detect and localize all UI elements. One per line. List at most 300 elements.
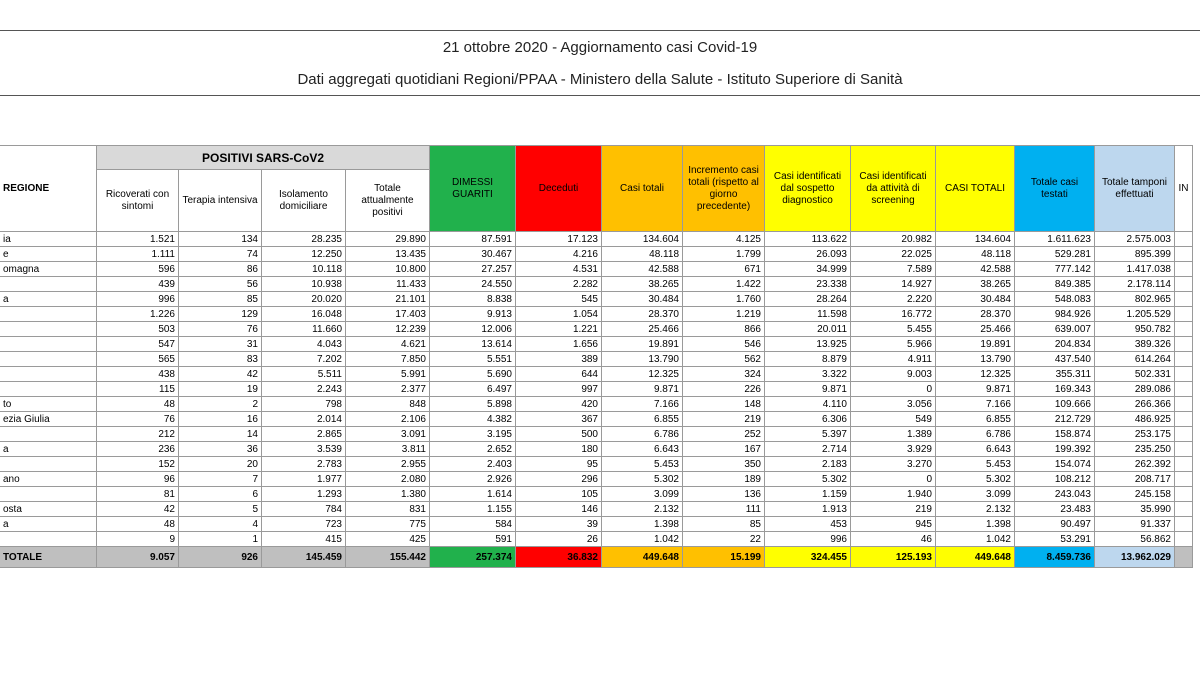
cell: 134.604 bbox=[602, 232, 683, 247]
cell: 12.250 bbox=[262, 247, 346, 262]
cell: 3.091 bbox=[346, 427, 430, 442]
cell: 9.003 bbox=[851, 367, 936, 382]
cell: 219 bbox=[851, 502, 936, 517]
region-name bbox=[0, 322, 97, 337]
cell: 5.551 bbox=[430, 352, 516, 367]
table-row bbox=[0, 292, 1193, 307]
table-row bbox=[0, 307, 1193, 322]
cell-cut bbox=[1175, 397, 1193, 412]
cell: 2.865 bbox=[262, 427, 346, 442]
cell: 7.166 bbox=[602, 397, 683, 412]
header-casi-totali-caps: CASI TOTALI bbox=[936, 146, 1015, 232]
cell: 266.366 bbox=[1095, 397, 1175, 412]
cell: 2 bbox=[179, 397, 262, 412]
cell: 6.786 bbox=[936, 427, 1015, 442]
table-row bbox=[0, 367, 1193, 382]
cell: 76 bbox=[179, 322, 262, 337]
cell: 8.879 bbox=[765, 352, 851, 367]
cell: 1.054 bbox=[516, 307, 602, 322]
cell: 6.643 bbox=[602, 442, 683, 457]
header-screening: Casi identificati da attività di screening bbox=[851, 146, 936, 232]
cell: 3.195 bbox=[430, 427, 516, 442]
total-row bbox=[0, 547, 1193, 568]
cell: 95 bbox=[516, 457, 602, 472]
cell: 90.497 bbox=[1015, 517, 1095, 532]
cell: 48.118 bbox=[602, 247, 683, 262]
cell: 502.331 bbox=[1095, 367, 1175, 382]
cell: 28.264 bbox=[765, 292, 851, 307]
cell: 784 bbox=[262, 502, 346, 517]
region-name: to bbox=[0, 397, 97, 412]
cell: 1.913 bbox=[765, 502, 851, 517]
cell: 584 bbox=[430, 517, 516, 532]
cell: 5.397 bbox=[765, 427, 851, 442]
cell: 28.370 bbox=[936, 307, 1015, 322]
cell: 1.380 bbox=[346, 487, 430, 502]
cell: 10.938 bbox=[262, 277, 346, 292]
cell: 56 bbox=[179, 277, 262, 292]
region-name: ano bbox=[0, 472, 97, 487]
header-dimessi: DIMESSI GUARITI bbox=[430, 146, 516, 232]
cell-cut bbox=[1175, 382, 1193, 397]
cell: 2.652 bbox=[430, 442, 516, 457]
cell: 9 bbox=[97, 532, 179, 547]
cell: 5.690 bbox=[430, 367, 516, 382]
cell: 4.382 bbox=[430, 412, 516, 427]
cell: 9.871 bbox=[936, 382, 1015, 397]
cell: 0 bbox=[851, 382, 936, 397]
header-sospetto: Casi identificati dal sospetto diagnostico bbox=[765, 146, 851, 232]
cell: 17.403 bbox=[346, 307, 430, 322]
cell: 35.990 bbox=[1095, 502, 1175, 517]
total-label: TOTALE bbox=[0, 547, 97, 568]
cell: 439 bbox=[97, 277, 179, 292]
cell: 25.466 bbox=[602, 322, 683, 337]
cell: 158.874 bbox=[1015, 427, 1095, 442]
cell-cut bbox=[1175, 442, 1193, 457]
cell: 3.929 bbox=[851, 442, 936, 457]
cell: 11.433 bbox=[346, 277, 430, 292]
header-positivi-group: POSITIVI SARS-CoV2 bbox=[97, 146, 430, 170]
cell: 13.790 bbox=[602, 352, 683, 367]
table-row bbox=[0, 532, 1193, 547]
cell: 5.898 bbox=[430, 397, 516, 412]
table-row bbox=[0, 457, 1193, 472]
cell: 2.178.114 bbox=[1095, 277, 1175, 292]
cell: 12.325 bbox=[602, 367, 683, 382]
cell: 30.467 bbox=[430, 247, 516, 262]
cell-cut bbox=[1175, 307, 1193, 322]
header-cut: IN bbox=[1175, 146, 1193, 232]
cell: 2.282 bbox=[516, 277, 602, 292]
cell: 257.374 bbox=[430, 547, 516, 568]
table-row bbox=[0, 337, 1193, 352]
cell: 7 bbox=[179, 472, 262, 487]
cell: 6.855 bbox=[602, 412, 683, 427]
region-name bbox=[0, 427, 97, 442]
cell: 22 bbox=[683, 532, 765, 547]
cell: 129 bbox=[179, 307, 262, 322]
cell-cut bbox=[1175, 232, 1193, 247]
cell: 154.074 bbox=[1015, 457, 1095, 472]
cell: 20.011 bbox=[765, 322, 851, 337]
cell: 1 bbox=[179, 532, 262, 547]
cell: 798 bbox=[262, 397, 346, 412]
cell: 6.497 bbox=[430, 382, 516, 397]
cell: 5 bbox=[179, 502, 262, 517]
cell: 48.118 bbox=[936, 247, 1015, 262]
cell: 17.123 bbox=[516, 232, 602, 247]
cell: 3.056 bbox=[851, 397, 936, 412]
cell-cut bbox=[1175, 292, 1193, 307]
region-name bbox=[0, 457, 97, 472]
cell: 0 bbox=[851, 472, 936, 487]
table-body bbox=[0, 232, 1193, 568]
cell: 235.250 bbox=[1095, 442, 1175, 457]
cell: 204.834 bbox=[1015, 337, 1095, 352]
cell: 2.220 bbox=[851, 292, 936, 307]
cell: 6.306 bbox=[765, 412, 851, 427]
cell: 3.099 bbox=[936, 487, 1015, 502]
cell: 111 bbox=[683, 502, 765, 517]
cell: 46 bbox=[851, 532, 936, 547]
cell: 38.265 bbox=[602, 277, 683, 292]
cell: 2.403 bbox=[430, 457, 516, 472]
cell: 108.212 bbox=[1015, 472, 1095, 487]
cell: 115 bbox=[97, 382, 179, 397]
cell: 1.977 bbox=[262, 472, 346, 487]
cell: 1.417.038 bbox=[1095, 262, 1175, 277]
cell: 389 bbox=[516, 352, 602, 367]
header-deceduti: Deceduti bbox=[516, 146, 602, 232]
region-name bbox=[0, 367, 97, 382]
cell: 4.216 bbox=[516, 247, 602, 262]
table-row bbox=[0, 322, 1193, 337]
cell: 1.614 bbox=[430, 487, 516, 502]
cell: 6.643 bbox=[936, 442, 1015, 457]
cell: 548.083 bbox=[1015, 292, 1095, 307]
table-row bbox=[0, 412, 1193, 427]
cell: 10.800 bbox=[346, 262, 430, 277]
cell: 7.166 bbox=[936, 397, 1015, 412]
top-rule bbox=[0, 30, 1200, 31]
cell: 13.925 bbox=[765, 337, 851, 352]
cell: 562 bbox=[683, 352, 765, 367]
cell: 5.302 bbox=[602, 472, 683, 487]
cell: 997 bbox=[516, 382, 602, 397]
cell: 28.235 bbox=[262, 232, 346, 247]
region-name bbox=[0, 337, 97, 352]
cell-cut bbox=[1175, 502, 1193, 517]
cell: 848 bbox=[346, 397, 430, 412]
table-row bbox=[0, 427, 1193, 442]
table-row bbox=[0, 397, 1193, 412]
cell: 3.811 bbox=[346, 442, 430, 457]
cell: 777.142 bbox=[1015, 262, 1095, 277]
cell: 27.257 bbox=[430, 262, 516, 277]
cell: 42 bbox=[179, 367, 262, 382]
cell: 926 bbox=[179, 547, 262, 568]
cell: 236 bbox=[97, 442, 179, 457]
cell: 20 bbox=[179, 457, 262, 472]
region-name: e bbox=[0, 247, 97, 262]
cell: 253.175 bbox=[1095, 427, 1175, 442]
cell: 212.729 bbox=[1015, 412, 1095, 427]
cell: 48 bbox=[97, 517, 179, 532]
cell: 5.302 bbox=[936, 472, 1015, 487]
region-name: a bbox=[0, 517, 97, 532]
header-rule bbox=[0, 95, 1200, 96]
cell-cut bbox=[1175, 352, 1193, 367]
cell: 866 bbox=[683, 322, 765, 337]
cell: 145.459 bbox=[262, 547, 346, 568]
cell: 831 bbox=[346, 502, 430, 517]
cell: 849.385 bbox=[1015, 277, 1095, 292]
cell: 10.118 bbox=[262, 262, 346, 277]
cell: 29.890 bbox=[346, 232, 430, 247]
cell: 85 bbox=[179, 292, 262, 307]
cell: 19.891 bbox=[602, 337, 683, 352]
cell: 11.598 bbox=[765, 307, 851, 322]
cell: 1.293 bbox=[262, 487, 346, 502]
cell: 486.925 bbox=[1095, 412, 1175, 427]
cell: 2.183 bbox=[765, 457, 851, 472]
cell: 136 bbox=[683, 487, 765, 502]
cell: 53.291 bbox=[1015, 532, 1095, 547]
cell: 91.337 bbox=[1095, 517, 1175, 532]
cell: 30.484 bbox=[602, 292, 683, 307]
region-name: omagna bbox=[0, 262, 97, 277]
cell: 199.392 bbox=[1015, 442, 1095, 457]
cell: 23.338 bbox=[765, 277, 851, 292]
cell: 438 bbox=[97, 367, 179, 382]
cell: 6.855 bbox=[936, 412, 1015, 427]
header-isolamento: Isolamento domiciliare bbox=[262, 170, 346, 232]
cell: 984.926 bbox=[1015, 307, 1095, 322]
cell: 7.202 bbox=[262, 352, 346, 367]
region-name bbox=[0, 382, 97, 397]
region-name bbox=[0, 352, 97, 367]
cell: 42 bbox=[97, 502, 179, 517]
cell: 2.243 bbox=[262, 382, 346, 397]
cell-cut bbox=[1175, 412, 1193, 427]
cell: 96 bbox=[97, 472, 179, 487]
cell: 549 bbox=[851, 412, 936, 427]
cell: 546 bbox=[683, 337, 765, 352]
cell: 6.786 bbox=[602, 427, 683, 442]
cell: 503 bbox=[97, 322, 179, 337]
cell: 350 bbox=[683, 457, 765, 472]
cell: 13.614 bbox=[430, 337, 516, 352]
covid-data-table bbox=[0, 145, 1193, 568]
cell: 31 bbox=[179, 337, 262, 352]
cell: 12.239 bbox=[346, 322, 430, 337]
cell: 252 bbox=[683, 427, 765, 442]
cell: 245.158 bbox=[1095, 487, 1175, 502]
cell: 1.760 bbox=[683, 292, 765, 307]
cell: 81 bbox=[97, 487, 179, 502]
cell-cut bbox=[1175, 337, 1193, 352]
cell: 2.132 bbox=[936, 502, 1015, 517]
cell-cut bbox=[1175, 517, 1193, 532]
cell: 2.783 bbox=[262, 457, 346, 472]
cell-cut bbox=[1175, 547, 1193, 568]
table-row bbox=[0, 487, 1193, 502]
cell: 4.110 bbox=[765, 397, 851, 412]
cell: 4.125 bbox=[683, 232, 765, 247]
cell: 42.588 bbox=[602, 262, 683, 277]
cell: 9.871 bbox=[602, 382, 683, 397]
cell: 86 bbox=[179, 262, 262, 277]
cell: 20.982 bbox=[851, 232, 936, 247]
cell: 996 bbox=[97, 292, 179, 307]
cell: 1.656 bbox=[516, 337, 602, 352]
cell: 16 bbox=[179, 412, 262, 427]
cell: 125.193 bbox=[851, 547, 936, 568]
cell: 8.838 bbox=[430, 292, 516, 307]
cell: 74 bbox=[179, 247, 262, 262]
cell: 212 bbox=[97, 427, 179, 442]
cell: 355.311 bbox=[1015, 367, 1095, 382]
cell: 5.455 bbox=[851, 322, 936, 337]
table-row bbox=[0, 277, 1193, 292]
cell: 425 bbox=[346, 532, 430, 547]
cell: 420 bbox=[516, 397, 602, 412]
cell: 596 bbox=[97, 262, 179, 277]
cell: 39 bbox=[516, 517, 602, 532]
region-name: ia bbox=[0, 232, 97, 247]
cell: 20.020 bbox=[262, 292, 346, 307]
cell: 9.871 bbox=[765, 382, 851, 397]
cell: 4 bbox=[179, 517, 262, 532]
cell: 109.666 bbox=[1015, 397, 1095, 412]
cell: 19 bbox=[179, 382, 262, 397]
cell: 22.025 bbox=[851, 247, 936, 262]
cell: 7.589 bbox=[851, 262, 936, 277]
cell: 5.453 bbox=[936, 457, 1015, 472]
cell-cut bbox=[1175, 277, 1193, 292]
cell: 2.955 bbox=[346, 457, 430, 472]
cell: 2.080 bbox=[346, 472, 430, 487]
header-casi-totali: Casi totali bbox=[602, 146, 683, 232]
cell: 155.442 bbox=[346, 547, 430, 568]
cell: 4.911 bbox=[851, 352, 936, 367]
region-name: osta bbox=[0, 502, 97, 517]
cell: 591 bbox=[430, 532, 516, 547]
cell: 14 bbox=[179, 427, 262, 442]
cell: 76 bbox=[97, 412, 179, 427]
cell: 2.132 bbox=[602, 502, 683, 517]
cell: 23.483 bbox=[1015, 502, 1095, 517]
table-row bbox=[0, 247, 1193, 262]
cell: 208.717 bbox=[1095, 472, 1175, 487]
cell-cut bbox=[1175, 322, 1193, 337]
cell: 38.265 bbox=[936, 277, 1015, 292]
cell: 1.042 bbox=[936, 532, 1015, 547]
cell: 1.042 bbox=[602, 532, 683, 547]
cell: 13.790 bbox=[936, 352, 1015, 367]
cell: 2.377 bbox=[346, 382, 430, 397]
cell: 8.459.736 bbox=[1015, 547, 1095, 568]
cell: 36.832 bbox=[516, 547, 602, 568]
cell: 113.622 bbox=[765, 232, 851, 247]
cell: 12.325 bbox=[936, 367, 1015, 382]
cell: 5.302 bbox=[765, 472, 851, 487]
cell: 152 bbox=[97, 457, 179, 472]
cell-cut bbox=[1175, 457, 1193, 472]
cell: 1.226 bbox=[97, 307, 179, 322]
cell: 25.466 bbox=[936, 322, 1015, 337]
region-name: a bbox=[0, 442, 97, 457]
covid-table-container bbox=[0, 145, 1193, 568]
header-incremento: Incremento casi totali (rispetto al giorno precedente) bbox=[683, 146, 765, 232]
cell: 775 bbox=[346, 517, 430, 532]
header-tamponi: Totale tamponi effettuati bbox=[1095, 146, 1175, 232]
cell-cut bbox=[1175, 427, 1193, 442]
cell: 1.398 bbox=[936, 517, 1015, 532]
cell: 324.455 bbox=[765, 547, 851, 568]
cell: 5.991 bbox=[346, 367, 430, 382]
cell-cut bbox=[1175, 487, 1193, 502]
cell: 134 bbox=[179, 232, 262, 247]
cell: 996 bbox=[765, 532, 851, 547]
cell: 2.714 bbox=[765, 442, 851, 457]
cell: 1.221 bbox=[516, 322, 602, 337]
table-row bbox=[0, 352, 1193, 367]
region-name: a bbox=[0, 292, 97, 307]
cell: 449.648 bbox=[602, 547, 683, 568]
cell: 367 bbox=[516, 412, 602, 427]
cell: 56.862 bbox=[1095, 532, 1175, 547]
cell: 945 bbox=[851, 517, 936, 532]
cell: 9.913 bbox=[430, 307, 516, 322]
cell: 950.782 bbox=[1095, 322, 1175, 337]
cell: 1.111 bbox=[97, 247, 179, 262]
table-row bbox=[0, 382, 1193, 397]
cell: 15.199 bbox=[683, 547, 765, 568]
cell: 146 bbox=[516, 502, 602, 517]
cell: 5.966 bbox=[851, 337, 936, 352]
cell: 437.540 bbox=[1015, 352, 1095, 367]
cell: 1.799 bbox=[683, 247, 765, 262]
cell: 1.389 bbox=[851, 427, 936, 442]
cell: 289.086 bbox=[1095, 382, 1175, 397]
cell: 1.398 bbox=[602, 517, 683, 532]
cell-cut bbox=[1175, 262, 1193, 277]
header-testati: Totale casi testati bbox=[1015, 146, 1095, 232]
cell: 547 bbox=[97, 337, 179, 352]
cell: 415 bbox=[262, 532, 346, 547]
page-subtitle: Dati aggregati quotidiani Regioni/PPAA - Ministero della Salute - Istituto Superiore di Sanità bbox=[297, 71, 903, 88]
cell: 262.392 bbox=[1095, 457, 1175, 472]
table-row bbox=[0, 442, 1193, 457]
cell: 324 bbox=[683, 367, 765, 382]
table-row bbox=[0, 262, 1193, 277]
cell: 5.453 bbox=[602, 457, 683, 472]
cell: 1.940 bbox=[851, 487, 936, 502]
cell: 1.205.529 bbox=[1095, 307, 1175, 322]
cell: 1.219 bbox=[683, 307, 765, 322]
cell: 12.006 bbox=[430, 322, 516, 337]
cell: 9.057 bbox=[97, 547, 179, 568]
cell-cut bbox=[1175, 247, 1193, 262]
cell: 28.370 bbox=[602, 307, 683, 322]
cell: 14.927 bbox=[851, 277, 936, 292]
cell-cut bbox=[1175, 367, 1193, 382]
cell: 13.435 bbox=[346, 247, 430, 262]
cell: 644 bbox=[516, 367, 602, 382]
cell: 1.521 bbox=[97, 232, 179, 247]
